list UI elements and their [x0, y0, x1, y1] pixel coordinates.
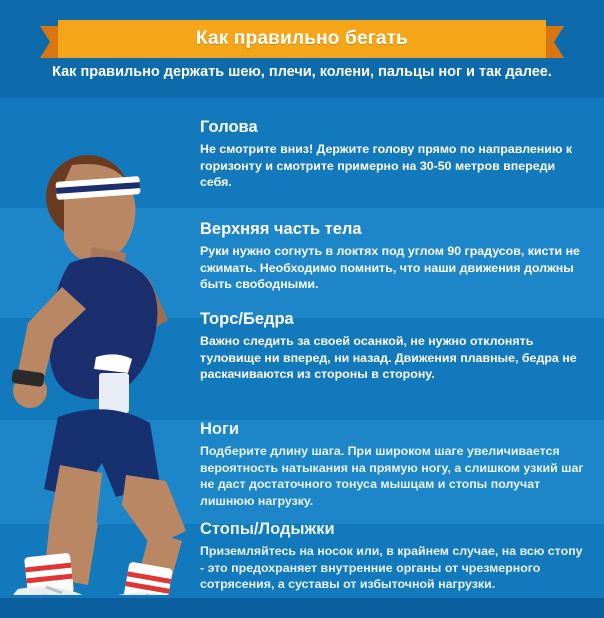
section-head-text: Не смотрите вниз! Держите голову прямо по направлению к горизонту и смотрите примерно на 30-50 метров впереди себя.: [200, 142, 573, 189]
section-legs-heading: Ноги: [200, 420, 240, 438]
section-upper-body: [200, 220, 586, 293]
title-ribbon: [40, 20, 564, 58]
section-torso-hips: [200, 310, 586, 383]
section-torso-hips-text: Важно следить за своей осанкой, не нужно отклонять туловище ни вперед, ни назад. Движения плавные, бедра не раскачиваются из стороны в сторону.: [200, 334, 577, 381]
page-title: Как правильно бегать: [195, 28, 409, 49]
section-feet-ankles-text: Приземляйтесь на носок или, в крайнем случае, на всю стопу - это предохраняет внутренние органы от чрезмерного сотрясения, а суставы от избыточной нагрузки.: [200, 544, 583, 591]
runner-illustration: [0, 95, 205, 595]
ground-line: [0, 598, 604, 618]
section-legs: [200, 420, 586, 509]
section-torso-hips-heading: Торс/Бедра: [200, 310, 294, 328]
section-upper-body-text: Руки нужно согнуть в локтях под углом 90 градусов, кисти не сжимать. Необходимо помнить, что наши движения должны быть свободными.: [200, 244, 580, 291]
ribbon-body: [58, 20, 546, 58]
section-head-heading: Голова: [200, 118, 258, 136]
section-feet-ankles-heading: Стопы/Лодыжки: [200, 520, 335, 538]
section-upper-body-heading: Верхняя часть тела: [200, 220, 362, 238]
section-head: [200, 118, 586, 191]
section-feet-ankles: [200, 520, 586, 593]
header-band: [0, 0, 604, 98]
page-subtitle: Как правильно держать шею, плечи, колени, пальцы ног и так далее.: [52, 64, 552, 80]
section-legs-text: Подберите длину шага. При широком шаге увеличивается вероятность натыкания на прямую ногу, а слишком узкий шаг не даст достаточного тонуса мышцам и стопы получат лишнюю нагрузку.: [200, 444, 584, 508]
